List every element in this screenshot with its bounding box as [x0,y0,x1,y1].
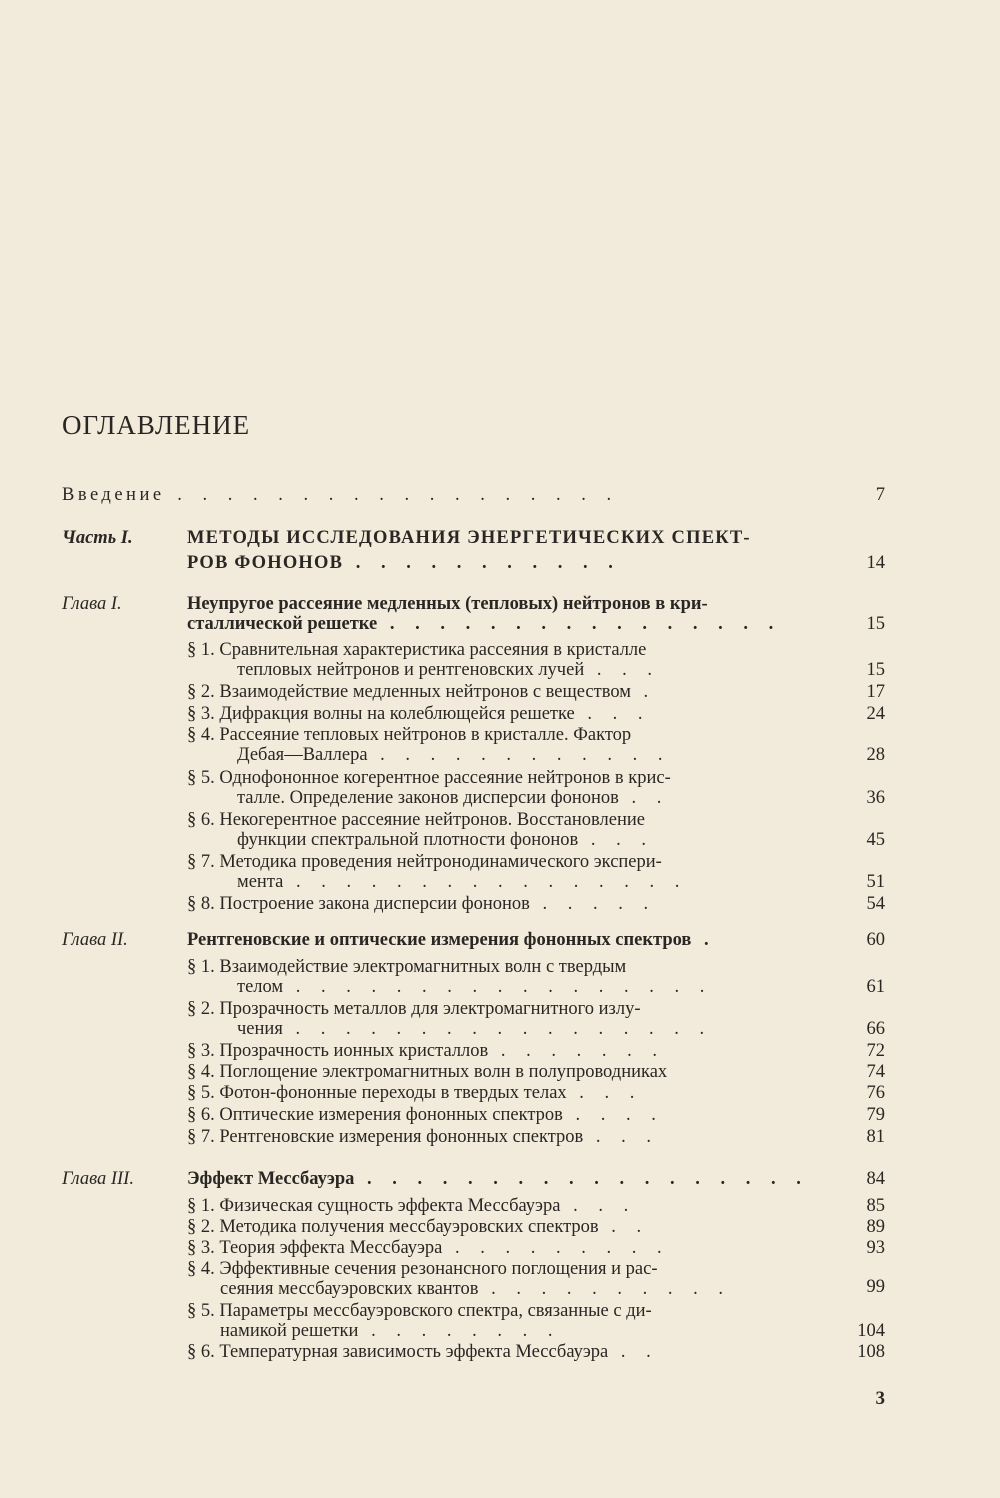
part1-label: Часть I. [62,528,133,548]
part1-page: 14 [866,553,885,573]
ch1-page: 15 [866,614,885,634]
ch2-s2-line2: чения . . . . . . . . . . . . . . . . . [237,1019,713,1039]
ch3-s2: § 2. Методика получения мессбауэровских спектров . . [187,1217,650,1237]
ch2-s1-line1: § 1. Взаимодействие электромагнитных волн с твердым [187,957,627,977]
ch1-label: Глава I. [62,594,122,614]
ch2-s5-page: 76 [866,1083,885,1103]
ch2-s3-page: 72 [866,1041,885,1061]
page-title: ОГЛАВЛЕНИЕ [62,410,251,440]
ch2-s2-page: 66 [866,1019,885,1039]
ch3-s6-page: 108 [857,1342,885,1362]
ch2-s1-page: 61 [866,977,885,997]
ch2-title: Рентгеновские и оптические измерения фононных спектров . [187,930,717,950]
ch1-title-line1: Неупругое рассеяние медленных (тепловых) нейтронов в кри- [187,594,708,614]
ch1-s1-line2: тепловых нейтронов и рентгеновских лучей . . . [237,660,660,680]
ch2-s7: § 7. Рентгеновские измерения фононных спектров . . . [187,1127,660,1147]
ch1-s5-line1: § 5. Однофононное когерентное рассеяние нейтронов в крис- [187,768,671,788]
ch3-s3: § 3. Теория эффекта Мессбауэра . . . . . . . . . [187,1238,670,1258]
ch2-s6: § 6. Оптические измерения фононных спектров . . . . [187,1105,664,1125]
ch3-s5-page: 104 [857,1321,885,1341]
ch1-s4-page: 28 [866,745,885,765]
ch2-s3: § 3. Прозрачность ионных кристаллов . . . . . . . [187,1041,666,1061]
ch1-s2: § 2. Взаимодействие медленных нейтронов с веществом . [187,682,657,702]
ch1-s2-page: 17 [866,682,885,702]
ch2-s7-page: 81 [866,1127,885,1147]
ch3-s3-page: 93 [866,1238,885,1258]
ch3-s5-line1: § 5. Параметры мессбауэровского спектра, связанные с ди- [187,1301,652,1321]
ch2-s4-page: 74 [866,1062,885,1082]
ch1-s5-line2: талле. Определение законов дисперсии фононов . . [237,788,670,808]
ch3-s4-line2: сеяния мессбауэровских квантов . . . . . . . . . . [220,1279,732,1299]
ch1-s6-page: 45 [866,830,885,850]
ch3-title: Эффект Мессбауэра . . . . . . . . . . . . . . . . . . [187,1169,809,1189]
ch1-s1-line1: § 1. Сравнительная характеристика рассеяния в кристалле [187,640,647,660]
page-number: 3 [875,1388,885,1409]
ch1-s7-page: 51 [866,872,885,892]
ch2-s1-line2: телом . . . . . . . . . . . . . . . . . [237,977,713,997]
ch3-s4-line1: § 4. Эффективные сечения резонансного поглощения и рас- [187,1259,658,1279]
ch1-title-line2: сталлической решетке . . . . . . . . . . . . . . . . [187,614,782,634]
ch1-s7-line1: § 7. Методика проведения нейтронодинамического экспери- [187,852,662,872]
ch1-s1-page: 15 [866,660,885,680]
ch3-s6: § 6. Температурная зависимость эффекта Мессбауэра . . [187,1342,659,1362]
ch1-s4-line1: § 4. Рассеяние тепловых нейтронов в кристалле. Фактор [187,725,632,745]
ch3-s1: § 1. Физическая сущность эффекта Мессбауэра . . . [187,1196,637,1216]
ch2-page: 60 [866,930,885,950]
ch3-s4-page: 99 [866,1277,885,1297]
ch2-s4: § 4. Поглощение электромагнитных волн в полупроводниках [187,1062,668,1082]
ch2-s5: § 5. Фотон-фононные переходы в твердых телах . . . [187,1083,643,1103]
ch1-s4-line2: Дебая—Валлера . . . . . . . . . . . . [237,745,671,765]
toc-intro-label: Введение . . . . . . . . . . . . . . . . . . [62,485,620,505]
ch3-s5-line2: намикой решетки . . . . . . . . [220,1321,561,1341]
ch1-s3: § 3. Дифракция волны на колеблющейся решетке . . . [187,704,651,724]
ch2-s2-line1: § 2. Прозрачность металлов для электромагнитного излу- [187,999,641,1019]
ch1-s5-page: 36 [866,788,885,808]
ch1-s6-line2: функции спектральной плотности фононов . . . [237,830,655,850]
ch2-label: Глава II. [62,930,128,950]
ch1-s3-page: 24 [866,704,885,724]
ch1-s6-line1: § 6. Некогерентное рассеяние нейтронов. Восстановление [187,810,645,830]
ch3-page: 84 [866,1169,885,1189]
ch1-s8-page: 54 [866,894,885,914]
ch3-s1-page: 85 [866,1196,885,1216]
ch1-s8: § 8. Построение закона дисперсии фононов . . . . . [187,894,657,914]
ch2-s6-page: 79 [866,1105,885,1125]
ch3-label: Глава III. [62,1169,134,1189]
ch3-s2-page: 89 [866,1217,885,1237]
part1-title-line2: РОВ ФОНОНОВ . . . . . . . . . . . [187,553,621,573]
part1-title-line1: МЕТОДЫ ИССЛЕДОВАНИЯ ЭНЕРГЕТИЧЕСКИХ СПЕКТ- [187,528,751,548]
ch1-s7-line2: мента . . . . . . . . . . . . . . . . [237,872,688,892]
toc-intro-page: 7 [875,485,885,505]
